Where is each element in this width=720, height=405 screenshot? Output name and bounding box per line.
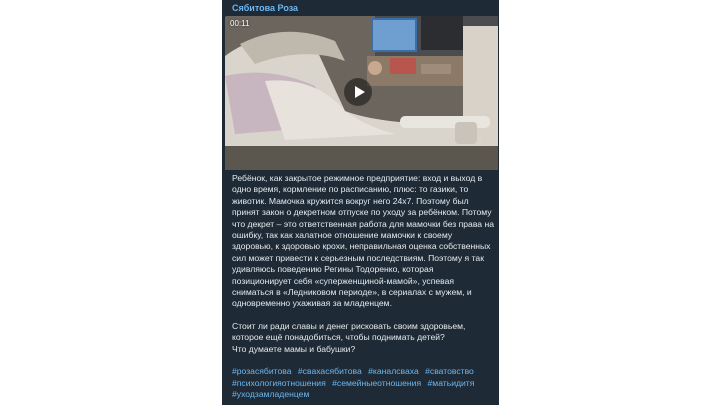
post-paragraph-1: Ребёнок, как закрытое режимное предприятие: вход и выход в одно время, кормление по расписанию, плюс: то газики, то животик. Мамочка кружится вокруг него 24х7. Поэтому был принят закон о декретном отпуске по уходу за ребёнком. Потому что декрет – это ответственная работа для мамочки без права на ошибку, так как халатное отношение мамочки к своему здоровью, к здоровью крохи, неправильная оценка собственных сил может привести к серьезным последствиям. Поэтому я так удивляюсь поведению Регины Тодоренко, которая позиционирует себя «суперженщиной-мамой», успевая сниматься в «Ледниковом периоде», в сериалах с мужем, и одновременно ухаживая за младенцем. [232, 173, 495, 309]
video-thumbnail[interactable] [225, 16, 498, 170]
post-author[interactable]: Сябитова Роза [232, 3, 299, 13]
channel-post [222, 0, 499, 405]
hashtag-link[interactable]: #розасябитова [232, 366, 292, 376]
post-text [232, 173, 494, 355]
hashtag-link[interactable]: #психологияотношения [232, 377, 326, 388]
hashtag-link[interactable]: #сватовство [425, 366, 474, 376]
post-paragraph-2: Стоит ли ради славы и денег рисковать своим здоровьем, которое ещё понадобиться, чтобы поднимать детей? Что думаете мамы и бабушки? [232, 320, 466, 354]
hashtag-link[interactable]: #каналсваха [368, 366, 419, 376]
hashtag-link[interactable]: #свахасябитова [297, 366, 362, 376]
hashtag-link[interactable]: #матьидитя [427, 377, 475, 388]
hashtag-link[interactable]: #семейныеотношения [332, 377, 422, 388]
video-duration: 00:11 [230, 19, 250, 28]
hashtag-link[interactable]: #уходзамладенцем [232, 389, 310, 400]
play-icon[interactable] [344, 78, 372, 106]
hashtag-list [232, 366, 494, 401]
